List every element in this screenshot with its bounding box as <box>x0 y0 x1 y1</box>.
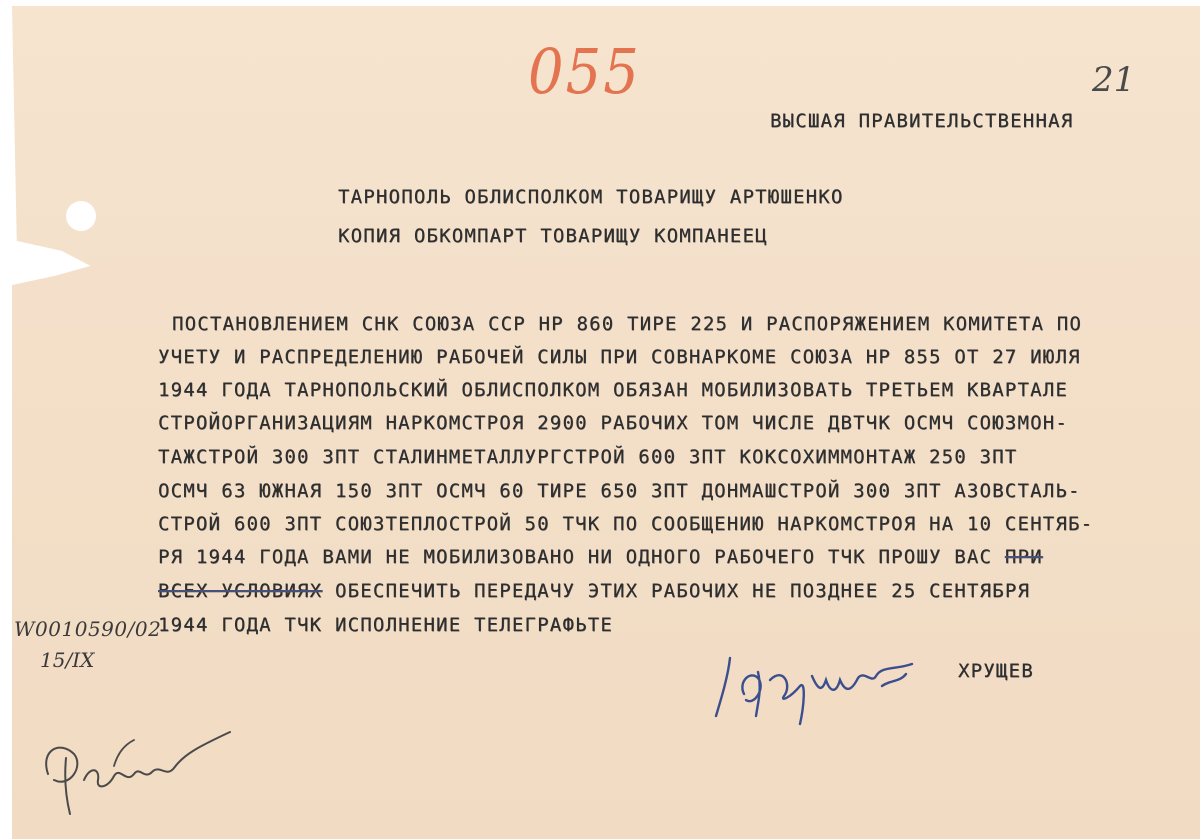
address-line: ТАРНОПОЛЬ ОБЛИСПОЛКОМ ТОВАРИЩУ АРТЮШЕНКО <box>338 186 844 208</box>
margin-note-reference: W0010590/02 <box>14 617 162 641</box>
body-line: ПОСТАНОВЛЕНИЕМ СНК СОЮЗА ССР НР 860 ТИРЕ 225 И РАСПОРЯЖЕНИЕМ КОМИТЕТА ПО <box>172 313 1083 335</box>
punch-hole <box>66 201 96 231</box>
body-line: ТАЖСТРОЙ 300 ЗПТ СТАЛИНМЕТАЛЛУРГСТРОЙ 600 ЗПТ КОКСОХИММОНТАЖ 250 ЗПТ <box>158 446 1018 468</box>
struck-text: ПРИ <box>1004 546 1043 568</box>
body-line: ОСМЧ 63 ЮЖНАЯ 150 ЗПТ ОСМЧ 60 ТИРЕ 650 ЗПТ ДОНМАШСТРОЙ 300 ЗПТ АЗОВСТАЛЬ- <box>158 480 1081 502</box>
body-line: 1944 ГОДА ТАРНОПОЛЬСКИЙ ОБЛИСПОЛКОМ ОБЯЗАН МОБИЛИЗОВАТЬ ТРЕТЬЕМ КВАРТАЛЕ <box>158 379 1069 401</box>
struck-text: ВСЕХ УСЛОВИЯХ <box>158 580 323 602</box>
body-line: УЧЕТУ И РАСПРЕДЕЛЕНИЮ РАБОЧЕЙ СИЛЫ ПРИ СОВНАРКОМЕ СОЮЗА НР 855 ОТ 27 ИЮЛЯ <box>158 346 1081 368</box>
address-line: КОПИЯ ОБКОМПАРТ ТОВАРИЩУ КОМПАНЕЕЦ <box>338 225 768 247</box>
classification-header: ВЫСШАЯ ПРАВИТЕЛЬСТВЕННАЯ <box>770 110 1074 132</box>
body-line-text: РЯ 1944 ГОДА ВАМИ НЕ МОБИЛИЗОВАНО НИ ОДНОГО РАБОЧЕГО ТЧК ПРОШУ ВАС <box>158 546 1005 568</box>
margin-signature <box>30 710 250 820</box>
body-line <box>158 580 1030 602</box>
body-line: СТРОЙ 600 ЗПТ СОЮЗТЕПЛОСТРОЙ 50 ТЧК ПО СООБЩЕНИЮ НАРКОМСТРОЯ НА 10 СЕНТЯБ- <box>158 513 1094 535</box>
body-line: СТРОЙОРГАНИЗАЦИЯМ НАРКОМСТРОЯ 2900 РАБОЧИХ ТОМ ЧИСЛЕ ДВТЧК ОСМЧ СОЮЗМОН- <box>158 412 1069 434</box>
page-number: 21 <box>1092 60 1136 100</box>
body-line-text: ОБЕСПЕЧИТЬ ПЕРЕДАЧУ ЭТИХ РАБОЧИХ НЕ ПОЗДНЕЕ 25 СЕНТЯБРЯ <box>334 580 1031 602</box>
body-line <box>158 546 1043 568</box>
margin-note-date: 15/IX <box>40 648 95 672</box>
body-line: 1944 ГОДА ТЧК ИСПОЛНЕНИЕ ТЕЛЕГРАФЬТЕ <box>158 614 614 636</box>
signature-khrushchev <box>700 636 940 726</box>
signatory-name: ХРУЩЕВ <box>958 660 1034 682</box>
handwritten-number: 055 <box>528 36 641 109</box>
